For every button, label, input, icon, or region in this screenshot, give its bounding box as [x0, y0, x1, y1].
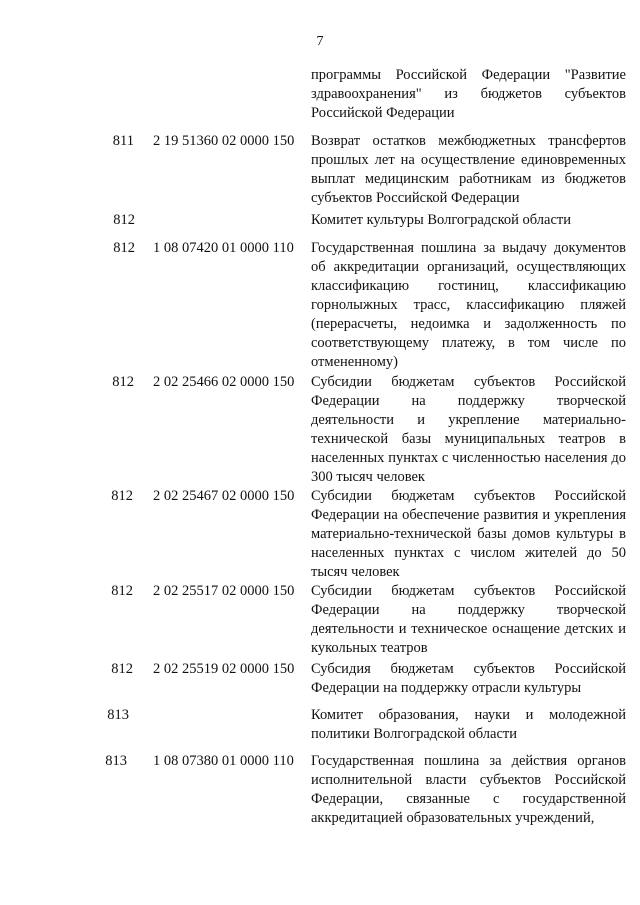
page-number: 7: [316, 34, 324, 49]
budget-classification-code: 2 19 51360 02 0000 150: [153, 133, 295, 149]
budget-classification-code: 1 08 07420 01 0000 110: [153, 240, 294, 256]
budget-classification-code: 2 02 25466 02 0000 150: [153, 374, 295, 390]
admin-code: 812: [113, 240, 135, 256]
admin-code: 812: [113, 212, 135, 228]
admin-code: 812: [111, 488, 133, 504]
revenue-description: Субсидия бюджетам субъектов Российской Федерации на поддержку отрасли культуры: [311, 661, 626, 696]
admin-code: 812: [111, 661, 133, 677]
admin-code: 812: [112, 374, 134, 390]
revenue-description: Субсидии бюджетам субъектов Российской Федерации на поддержку творческой деятельности и техническое оснащение детских и кукольных театров: [311, 583, 626, 656]
admin-code: 811: [112, 133, 134, 149]
budget-classification-code: 2 02 25517 02 0000 150: [153, 583, 295, 599]
revenue-description: Комитет культуры Волгоградской области: [311, 212, 572, 228]
budget-classification-code: 1 08 07380 01 0000 110: [153, 753, 294, 769]
revenue-description: Государственная пошлина за действия органов исполнительной власти субъектов Российской Федерации, связанные с государственной аккредитацией образовательных учреждений,: [311, 753, 626, 826]
revenue-description: Комитет образования, науки и молодежной политики Волгоградской области: [311, 707, 626, 742]
budget-classification-code: 2 02 25467 02 0000 150: [153, 488, 295, 504]
revenue-description: Возврат остатков межбюджетных трансфертов прошлых лет на осуществление единовременных выплат медицинским работникам из бюджетов субъектов Российской Федерации: [311, 133, 626, 206]
revenue-description: программы Российской Федерации "Развитие здравоохранения" из бюджетов субъектов Российской Федерации: [311, 67, 626, 121]
admin-code: 813: [107, 707, 129, 723]
budget-classification-code: 2 02 25519 02 0000 150: [153, 661, 295, 677]
admin-code: 812: [111, 583, 133, 599]
admin-code: 813: [105, 753, 127, 769]
revenue-description: Субсидии бюджетам субъектов Российской Федерации на обеспечение развития и укрепления материально-технической базы домов культуры в населенных пунктах с числом жителей до 50 тысяч человек: [311, 488, 626, 580]
revenue-description: Субсидии бюджетам субъектов Российской Федерации на поддержку творческой деятельности и укрепление материально-технической базы муниципальных театров в населенных пунктах с численностью населения до 300 тысяч человек: [311, 374, 626, 485]
revenue-description: Государственная пошлина за выдачу документов об аккредитации организаций, осуществляющих классификацию гостиниц, классификацию горнолыжных трасс, классификацию пляжей (перерасчеты, недоимка и задолженность по соответствующему платежу, в том числе по отмененному): [311, 240, 626, 370]
